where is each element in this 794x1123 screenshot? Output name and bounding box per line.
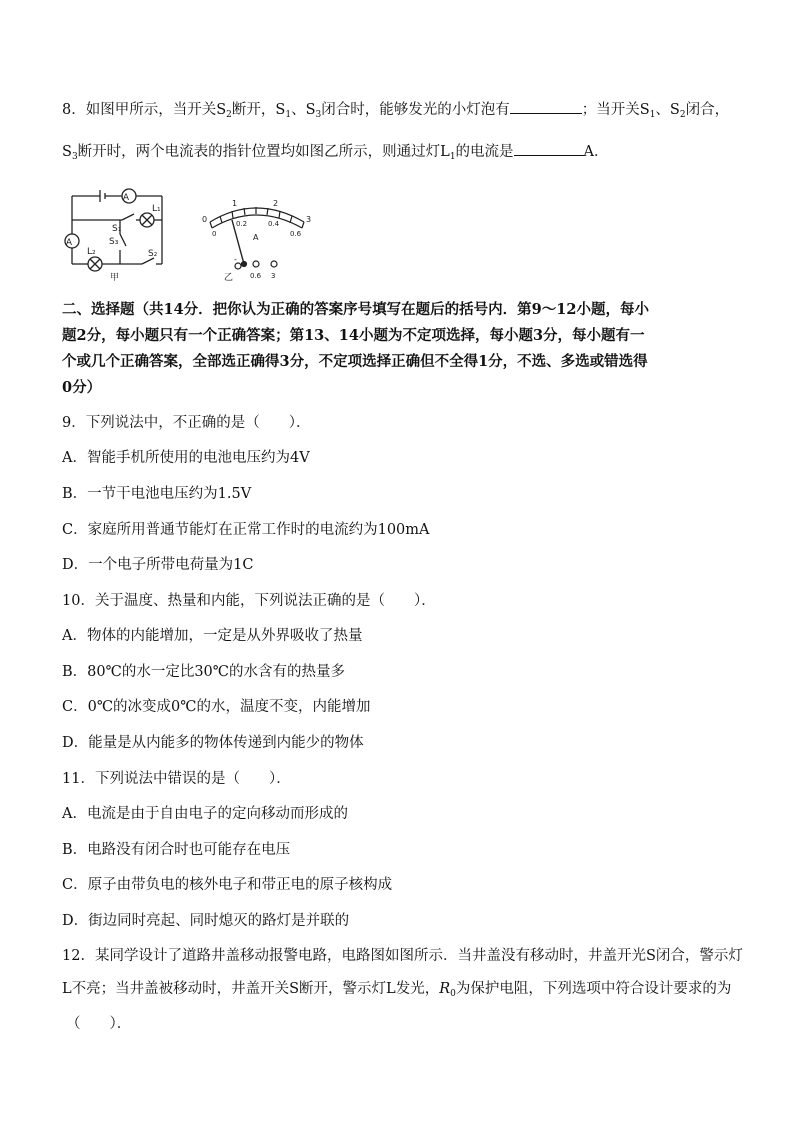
q9-option-b[interactable]: B．一节干电池电压约为1.5V [62,486,252,502]
q8-sub: 2 [226,110,232,120]
q8-text: 闭合， [685,102,730,118]
q12-text: L不亮；当井盖被移动时，井盖开关S断开，警示灯L发光， [62,981,440,997]
q10-option-c[interactable]: C．0℃的冰变成0℃的水，温度不变，内能增加 [62,699,371,715]
section2-line4: 0分） [62,379,102,396]
q8-sub: 3 [71,152,78,162]
lamp1-label: L₁ [152,204,161,214]
ammeter-dial-yi [192,192,322,282]
q9-option-d[interactable]: D．一个电子所带电荷量为1C [62,557,254,573]
section2-line2: 题2分，每小题只有一个正确答案；第13、14小题为不定项选择，每小题3分，每小题有一 [62,327,645,344]
scale-label: 0.2 [236,220,248,228]
terminal-label: 3 [271,272,276,280]
s3-label: S₃ [109,237,119,247]
q8-sub: 3 [315,110,322,120]
q8-line1 [62,98,729,120]
q8-text: 断开，S [231,102,286,118]
q8-text: 的电流是 [455,144,514,160]
q8-sub: 1 [649,110,656,120]
scale-label: 3 [306,215,312,224]
q12-text: 为保护电阻，下列选项中符合设计要求的为 [455,981,732,997]
q11-option-a[interactable]: A．电流是由于自由电子的定向移动而形成的 [62,806,348,822]
q8-text: 8．如图甲所示，当开关S [62,102,227,118]
q12-line2 [62,977,731,999]
q8-sub: 2 [679,110,686,120]
q11-stem: 11．下列说法中错误的是（ ）． [62,771,291,787]
q9-option-a[interactable]: A．智能手机所使用的电池电压约为4V [62,450,310,466]
section2-line1: 二、选择题（共14分．把你认为正确的答案序号填写在题后的括号内．第9～12小题，每小 [62,301,649,318]
q8-text: 、S [291,102,316,118]
s1-label: S₁ [112,224,122,234]
terminal-label: 0.6 [250,272,262,280]
ammeter-label: A [122,193,130,203]
q8-line2 [62,140,609,162]
unit-label: A [253,233,259,242]
q10-option-b[interactable]: B．80℃的水一定比30℃的水含有的热量多 [62,664,345,680]
q8-sub: 1 [285,110,292,120]
q8-text: 、S [655,102,680,118]
answer-blank-1[interactable] [510,99,582,114]
scale-label: 1 [232,199,238,208]
q10-option-a[interactable]: A．物体的内能增加，一定是从外界吸收了热量 [62,628,363,644]
q9-option-c[interactable]: C．家庭所用普通节能灯在正常工作时的电流约为100mA [62,522,430,538]
q9-stem: 9．下列说法中，不正确的是（ ）． [62,415,311,431]
scale-label: 0.4 [268,220,280,228]
q8-text: ；当开关S [581,102,650,118]
q12-line3: （ ）． [66,1016,132,1032]
figure-caption-jia: 甲 [110,273,120,283]
figure-caption-yi: 乙 [224,273,234,282]
s2-label: S₂ [148,249,158,259]
q10-option-d[interactable]: D．能量是从内能多的物体传递到内能少的物体 [62,735,364,751]
ammeter-label: A [65,238,73,248]
q11-option-b[interactable]: B．电路没有闭合时也可能存在电压 [62,842,291,858]
q11-option-d[interactable]: D．街边同时亮起、同时熄灭的路灯是并联的 [62,913,350,929]
scale-label: 0 [202,215,208,224]
terminal-label: - [234,255,237,264]
q8-text: S [62,144,72,160]
scale-label: 2 [273,199,279,208]
q10-stem: 10．关于温度、热量和内能，下列说法正确的是（ ）． [62,593,436,609]
q8-text: A． [583,144,609,160]
answer-blank-2[interactable] [514,141,584,156]
q8-text: 断开时，两个电流表的指针位置均如图乙所示，则通过灯L [77,144,450,160]
q8-text: 闭合时，能够发光的小灯泡有 [321,102,510,118]
q8-sub: 1 [449,152,456,162]
scale-label: 0 [212,230,217,238]
circuit-diagram-jia [62,184,174,284]
q12-sub: 0 [450,989,456,999]
q11-option-c[interactable]: C．原子由带负电的核外电子和带正电的原子核构成 [62,877,393,893]
scale-label: 0.6 [290,230,302,238]
q12-line1: 12．某同学设计了道路井盖移动报警电路，电路图如图所示．当井盖没有移动时，井盖开光S闭合，警示灯 [62,948,743,964]
r0-symbol: R [439,981,451,997]
lamp2-label: L₂ [87,247,96,257]
section2-line3: 个或几个正确答案，全部选正确得3分，不定项选择正确但不全得1分，不选、多选或错选得 [62,353,648,370]
